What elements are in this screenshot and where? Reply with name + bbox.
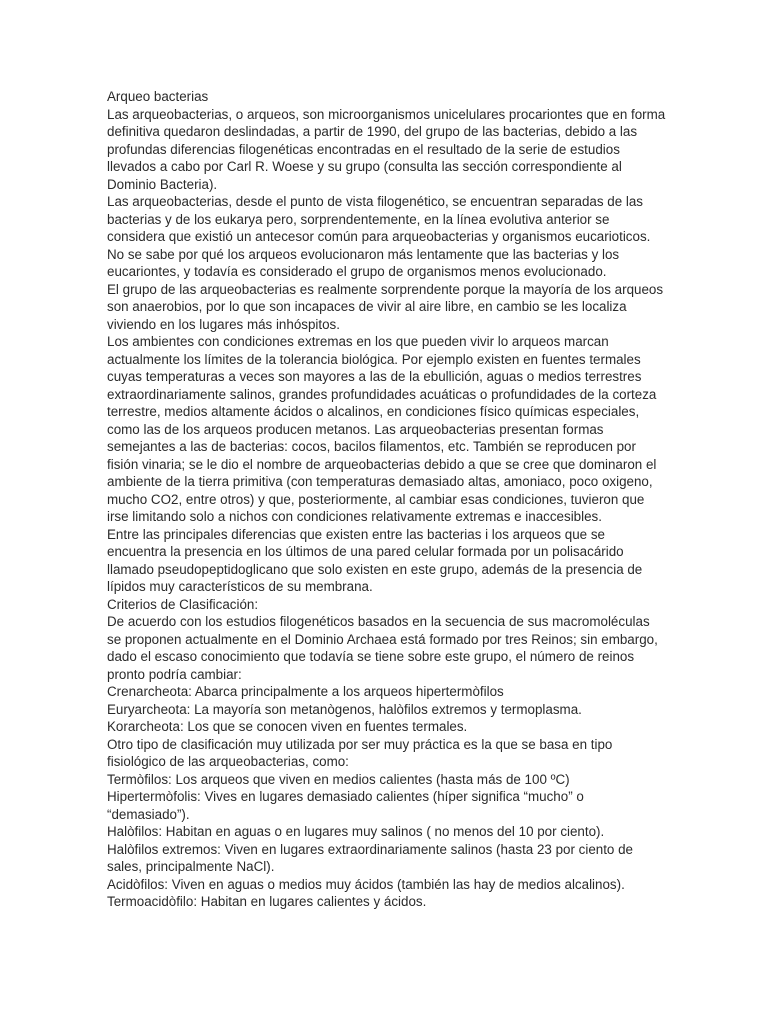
list-item: Hipertermòfolis: Vives en lugares demasiado calientes (híper significa “mucho” o “demasiado”).	[107, 789, 584, 822]
paragraph: Las arqueobacterias, o arqueos, son microorganismos unicelulares procariontes que en forma definitiva quedaron deslindadas, a partir de 1990, del grupo de las bacterias, debido a las profundas diferencias filogenéticas encontradas en el resultado de la serie de estudios llevados a cabo por Carl R. Woese y su grupo (consulta las sección correspondiente al Dominio Bacteria).	[107, 106, 666, 192]
list-item: Termòfilos: Los arqueos que viven en medios calientes (hasta más de 100 ºC)	[107, 771, 570, 787]
list-item: Termoacidòfilo: Habitan en lugares calientes y ácidos.	[107, 894, 427, 909]
list-item: Crenarcheota: Abarca principalmente a los arqueos hipertermòfilos	[107, 684, 504, 699]
list-item: Euryarcheota: La mayoría son metanògenos, halòfilos extremos y termoplasma.	[107, 701, 582, 717]
list-item: Halòfilos: Habitan en aguas o en lugares muy salinos ( no menos del 10 por ciento).	[107, 824, 605, 839]
list-item: Halòfilos extremos: Viven en lugares extraordinariamente salinos (hasta 23 por ciento de sales, principalmente NaCl).	[107, 841, 633, 874]
document-body	[107, 88, 667, 911]
list-item: Korarcheota: Los que se conocen viven en fuentes termales.	[107, 719, 468, 734]
paragraph: Otro tipo de clasificación muy utilizada por ser muy práctica es la que se basa en tipo fisiológico de las arqueobacterias, como:	[107, 736, 613, 769]
document-title: Arqueo bacterias	[107, 89, 209, 104]
paragraph: El grupo de las arqueobacterias es realmente sorprendente porque la mayoría de los arqueos son anaerobios, por lo que son incapaces de vivir al aire libre, en cambio se les localiza viviendo en los lugares más inhóspitos.	[107, 281, 664, 332]
paragraph: Entre las principales diferencias que existen entre las bacterias i los arqueos que se encuentra la presencia en los últimos de una pared celular formada por un polisacárido llamado pseudopeptidoglicano que solo existen en este grupo, además de la presencia de lípidos muy característicos de su membrana.	[107, 526, 643, 594]
list-item: Acidòfilos: Viven en aguas o medios muy ácidos (también las hay de medios alcalinos).	[107, 876, 625, 892]
section-heading: Criterios de Clasificación:	[107, 596, 259, 612]
paragraph: Los ambientes con condiciones extremas en los que pueden vivir lo arqueos marcan actualmente los límites de la tolerancia biológica. Por ejemplo existen en fuentes termales cuyas temperaturas a veces son mayores a las de la ebullición, aguas o medios terrestres extraordinariamente salinos, grandes profundidades acuáticas o profundidades de la corteza terrestre, medios altamente ácidos o alcalinos, en condiciones físico químicas especiales, como las de los arqueos producen metanos. Las arqueobacterias presentan formas semejantes a las de bacterias: cocos, bacilos filamentos, etc. También se reproducen por fisión vinaria; se le dio el nombre de arqueobacterias debido a que se cree que dominaron el ambiente de la tierra primitiva (con temperaturas demasiado altas, amoniaco, poco oxigeno, mucho CO2, entre otros) y que, posteriormente, al cambiar esas condiciones, tuvieron que irse limitando solo a nichos con condiciones relativamente extremas e inaccesibles.	[107, 334, 657, 524]
paragraph: De acuerdo con los estudios filogenéticos basados en la secuencia de sus macromoléculas se proponen actualmente en el Dominio Archaea está formado por tres Reinos; sin embargo, dado el escaso conocimiento que todavía se tiene sobre este grupo, el número de reinos pronto podría cambiar:	[107, 614, 658, 682]
paragraph: Las arqueobacterias, desde el punto de vista filogenético, se encuentran separadas de las bacterias y de los eukarya pero, sorprendentemente, en la línea evolutiva anterior se considera que existió un antecesor común para arqueobacterias y organismos eucarioticos. No se sabe por qué los arqueos evolucionaron más lentamente que las bacterias y los eucariontes, y todavía es considerado el grupo de organismos menos evolucionado.	[107, 194, 651, 279]
